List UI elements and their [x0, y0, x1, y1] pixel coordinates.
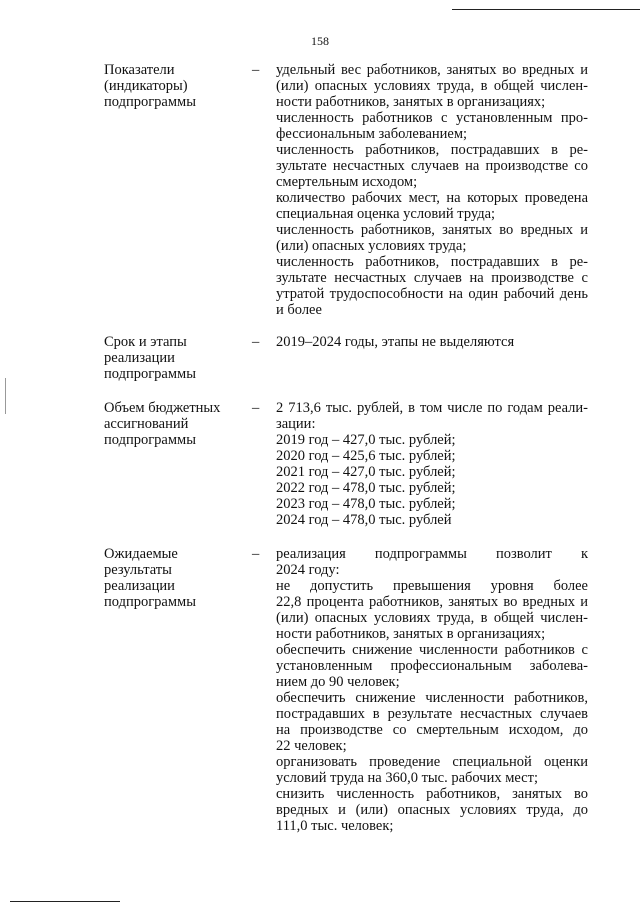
text-line: условий труда на 360,0 тыс. рабочих мест; [276, 770, 538, 786]
text-line: обеспечить снижение численности работников, [276, 690, 588, 706]
text-line: снизить численность работников, занятых во [276, 786, 588, 802]
text-line: численность работников, пострадавших в ре- [276, 254, 588, 270]
scan-line-top [452, 9, 640, 10]
label-line: (индикаторы) [104, 78, 188, 94]
label-line: Срок и этапы [104, 334, 187, 350]
text-line: фессиональным заболеванием; [276, 126, 468, 142]
section-text-term [276, 334, 588, 350]
label-line: результаты [104, 562, 172, 578]
text-line: не допустить превышения уровня более [276, 578, 588, 594]
label-line: Объем бюджетных [104, 400, 221, 416]
label-line: подпрограммы [104, 366, 196, 382]
text-line: 2024 год – 478,0 тыс. рублей [276, 512, 452, 528]
text-line: 2019–2024 годы, этапы не выделяются [276, 334, 515, 350]
label-line: подпрограммы [104, 432, 196, 448]
text-line: утратой трудоспособности на один рабочий день [276, 286, 588, 302]
label-line: реализации [104, 350, 175, 366]
text-line: нием до 90 человек; [276, 674, 400, 690]
section-text-budget [276, 400, 588, 528]
text-line: смертельным исходом; [276, 174, 418, 190]
section-label-results [104, 546, 244, 610]
text-line: 2022 год – 478,0 тыс. рублей; [276, 480, 456, 496]
text-line: обеспечить снижение численности работников с [276, 642, 588, 658]
text-line: численность работников, пострадавших в ре- [276, 142, 588, 158]
text-line: 2023 год – 478,0 тыс. рублей; [276, 496, 456, 512]
section-label-term [104, 334, 244, 382]
text-line: (или) опасных условиях труда, в общей числен- [276, 78, 588, 94]
text-line: количество рабочих мест, на которых проведена [276, 190, 588, 206]
text-line: вредных и (или) опасных условиях труда, до [276, 802, 588, 818]
section-dash: – [252, 62, 260, 78]
text-line: и более [276, 302, 322, 318]
text-line: реализация подпрограммы позволит к [276, 546, 588, 562]
text-line: зации: [276, 416, 316, 432]
section-label-budget [104, 400, 244, 448]
text-line: 2024 году: [276, 562, 340, 578]
label-line: Ожидаемые [104, 546, 178, 562]
text-line: 22,8 процента работников, занятых во вредных и [276, 594, 588, 610]
text-line: организовать проведение специальной оценки [276, 754, 588, 770]
section-dash: – [252, 400, 260, 416]
text-line: 22 человек; [276, 738, 347, 754]
section-dash: – [252, 334, 260, 350]
text-line: на производстве со смертельным исходом, до [276, 722, 588, 738]
section-label-indicators [104, 62, 244, 110]
text-line: численность работников с установленным про- [276, 110, 588, 126]
section-text-results [276, 546, 588, 834]
text-line: специальная оценка условий труда; [276, 206, 496, 222]
label-line: ассигнований [104, 416, 189, 432]
text-line: (или) опасных условиях труда; [276, 238, 467, 254]
text-line: 111,0 тыс. человек; [276, 818, 394, 834]
scan-line-bottom [10, 901, 120, 902]
text-line: численность работников, занятых во вредных и [276, 222, 588, 238]
text-line: пострадавших в результате несчастных случаев [276, 706, 588, 722]
label-line: реализации [104, 578, 175, 594]
scan-line-left [5, 378, 6, 414]
text-line: ности работников, занятых в организациях; [276, 626, 546, 642]
text-line: 2 713,6 тыс. рублей, в том числе по годам реали- [276, 400, 588, 416]
text-line: 2020 год – 425,6 тыс. рублей; [276, 448, 456, 464]
section-dash: – [252, 546, 260, 562]
text-line: удельный вес работников, занятых во вредных и [276, 62, 588, 78]
text-line: 2019 год – 427,0 тыс. рублей; [276, 432, 456, 448]
label-line: подпрограммы [104, 594, 196, 610]
text-line: зультате несчастных случаев на производстве с [276, 270, 588, 286]
text-line: ности работников, занятых в организациях; [276, 94, 546, 110]
label-line: подпрограммы [104, 94, 196, 110]
text-line: зультате несчастных случаев на производстве со [276, 158, 588, 174]
label-line: Показатели [104, 62, 175, 78]
section-text-indicators [276, 62, 588, 318]
text-line: 2021 год – 427,0 тыс. рублей; [276, 464, 456, 480]
page-number: 158 [311, 34, 329, 48]
text-line: (или) опасных условиях труда, в общей числен- [276, 610, 588, 626]
text-line: установленным профессиональным заболева- [276, 658, 588, 674]
